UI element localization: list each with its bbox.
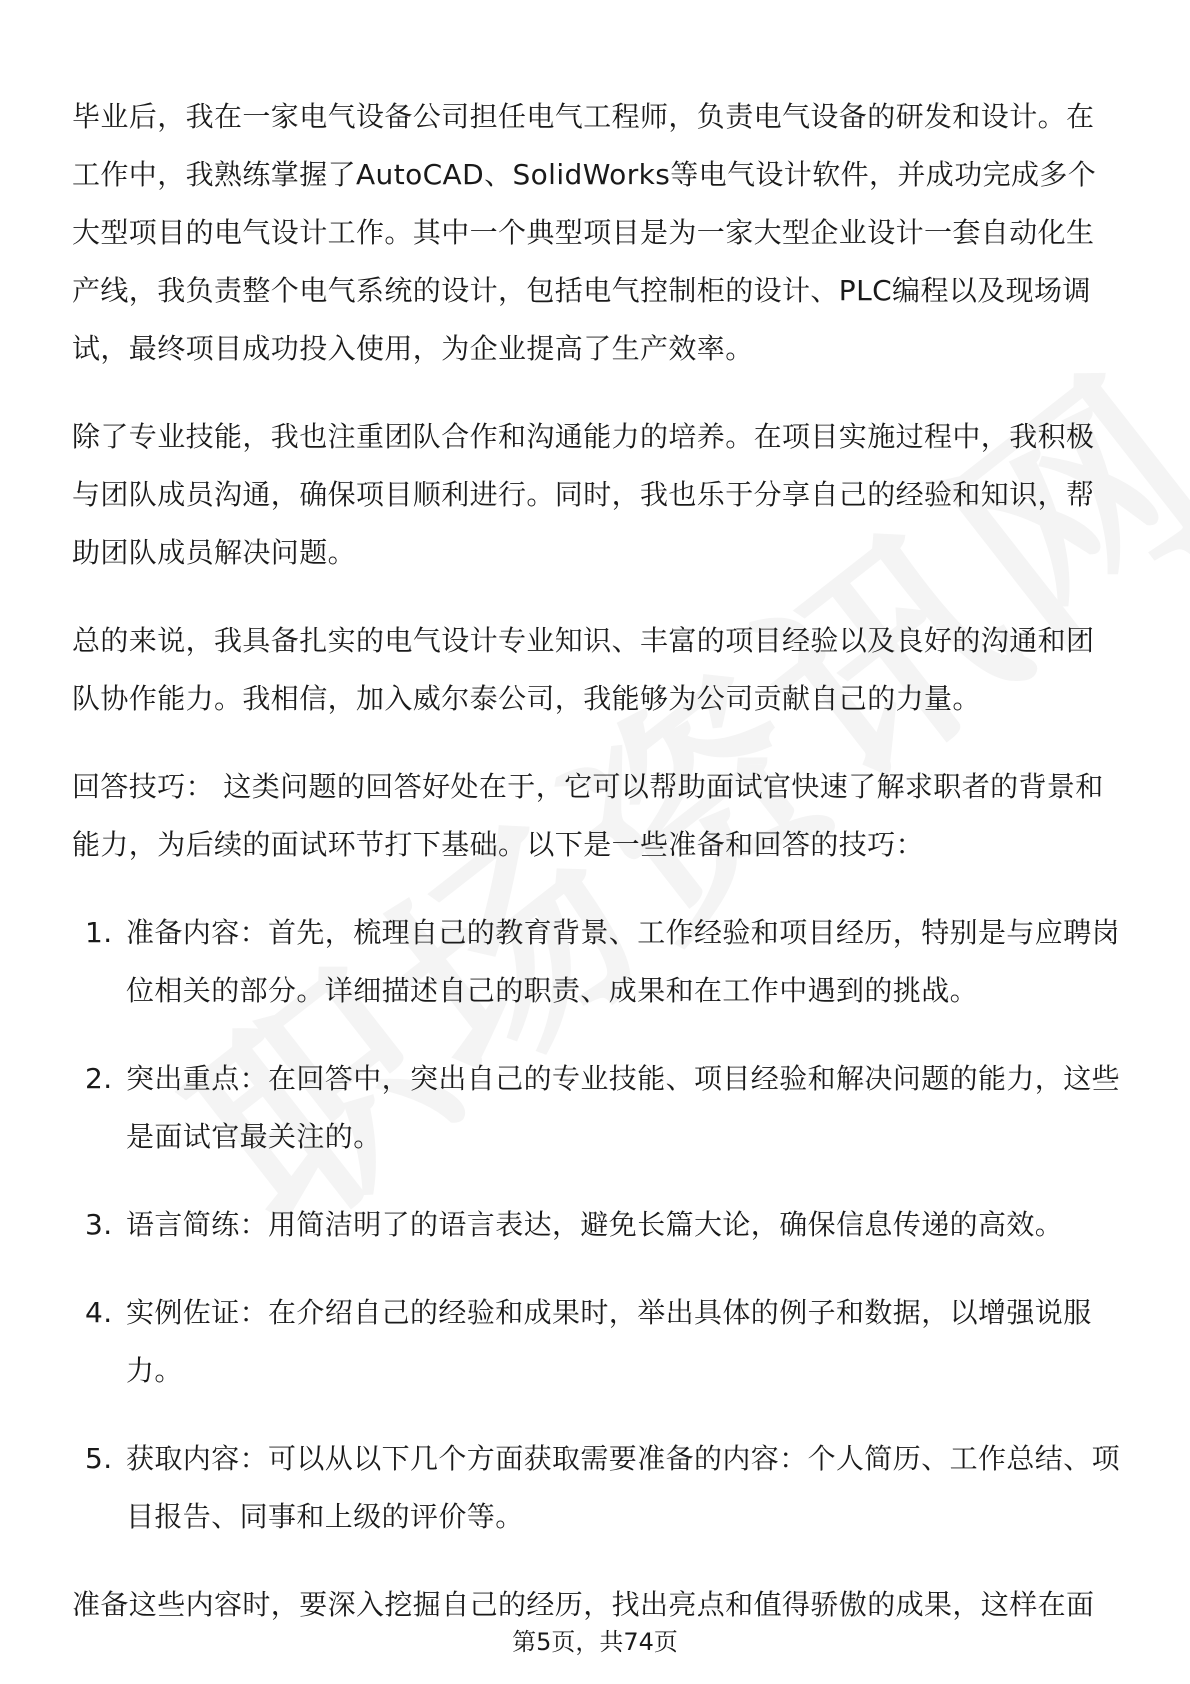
list-item [72, 1196, 1122, 1254]
list-item-number: 4. [85, 1296, 113, 1329]
tips-list [72, 904, 1122, 1546]
paragraph-summary: 总的来说，我具备扎实的电气设计专业知识、丰富的项目经验以及良好的沟通和团队协作能力。我相信，加入威尔泰公司，我能够为公司贡献自己的力量。 [72, 624, 1095, 715]
list-item-number: 1. [85, 916, 113, 949]
page-content [72, 88, 1122, 1664]
list-item-text: 实例佐证：在介绍自己的经验和成果时，举出具体的例子和数据，以增强说服力。 [126, 1296, 1092, 1387]
paragraph-teamwork: 除了专业技能，我也注重团队合作和沟通能力的培养。在项目实施过程中，我积极与团队成员沟通，确保项目顺利进行。同时，我也乐于分享自己的经验和知识，帮助团队成员解决问题。 [72, 420, 1095, 569]
paragraph-answer-tips: 回答技巧： 这类问题的回答好处在于，它可以帮助面试官快速了解求职者的背景和能力，为后续的面试环节打下基础。以下是一些准备和回答的技巧： [72, 770, 1104, 861]
list-item-text: 突出重点：在回答中，突出自己的专业技能、项目经验和解决问题的能力，这些是面试官最关注的。 [126, 1062, 1121, 1153]
list-item-number: 5. [85, 1442, 113, 1475]
list-item-text: 语言简练：用简洁明了的语言表达，避免长篇大论，确保信息传递的高效。 [126, 1208, 1064, 1241]
list-item-number: 2. [85, 1062, 113, 1095]
list-item [72, 1050, 1122, 1166]
list-item-text: 获取内容：可以从以下几个方面获取需要准备的内容：个人简历、工作总结、项目报告、同事和上级的评价等。 [126, 1442, 1121, 1533]
list-item [72, 904, 1122, 1020]
list-item [72, 1430, 1122, 1546]
list-item-text: 准备内容：首先，梳理自己的教育背景、工作经验和项目经历，特别是与应聘岗位相关的部分。详细描述自己的职责、成果和在工作中遇到的挑战。 [126, 916, 1121, 1007]
list-item [72, 1284, 1122, 1400]
list-item-number: 3. [85, 1208, 113, 1241]
paragraph-preparation: 准备这些内容时，要深入挖掘自己的经历，找出亮点和值得骄傲的成果，这样在面 [72, 1588, 1095, 1621]
paragraph-work-experience: 毕业后，我在一家电气设备公司担任电气工程师，负责电气设备的研发和设计。在工作中，我熟练掌握了AutoCAD、SolidWorks等电气设计软件，并成功完成多个大型项目的电气设计工作。其中一个典型项目是为一家大型企业设计一套自动化生产线，我负责整个电气系统的设计，包括电气控制柜的设计、PLC编程以及现场调试，最终项目成功投入使用，为企业提高了生产效率。 [72, 100, 1097, 365]
page-number-footer: 第5页，共74页 [512, 1628, 678, 1656]
